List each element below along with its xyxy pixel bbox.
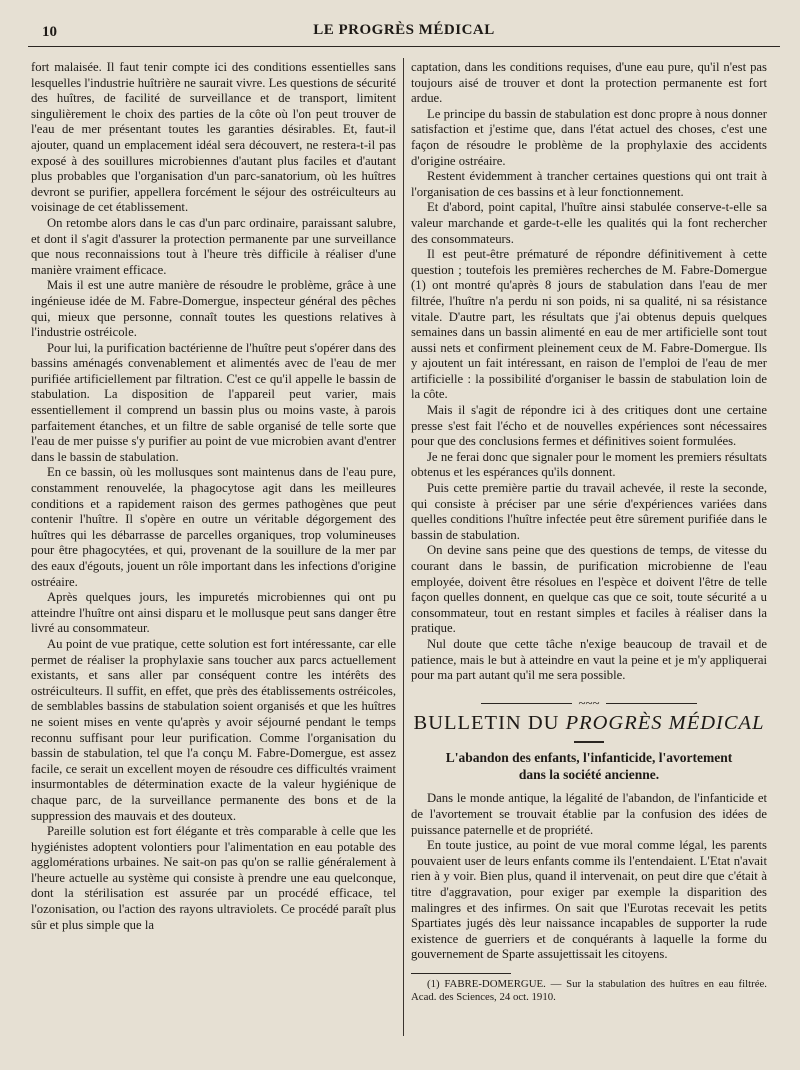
paragraph: Il est peut-être prématuré de répondre définitivement à cette question ; toutefois les premières recherches de M. Fabre-Domergue (1) ont montré qu'après 8 jours de stabulation dans l'eau de mer filtrée, l'huître n'a perdu ni son poids, ni sa qualité, ni sa résistance vitale. D'autre part, les résultats que j'ai obtenus depuis quelques semaines dans un bassin alimenté en eau de mer artificielle sont tout aussi nets et confirment pleinement ceux de M. Fabre-Domergue. Ils y ajoutent un fait intéressant, en raison de l'emploi de l'eau de mer artificielle : la possibilité d'organiser le bassin de stabulation loin de la côte. — [411, 247, 767, 402]
paragraph: Le principe du bassin de stabulation est donc propre à nous donner satisfaction et j'estime que, dans l'état actuel des choses, c'est une façon de résoudre le problème de la prophylaxie des accidents d'origine ostréaire. — [411, 106, 767, 168]
paragraph: Au point de vue pratique, cette solution est fort intéressante, car elle permet de réaliser la prophylaxie sans toucher aux parcs actuellement existants, et sans aller par conséquent contre les intérêts des ostréiculteurs. Il suffit, en effet, que près des établissements ostréicoles, de semblables bassins de stabulation soient organisés et que les huîtres ne soient mises en vente qu'après y avoir séjourné pendant le temps reconnu suffisant pour leur purification. Comme l'organisation du bassin de stabulation, tel que l'a conçu M. Fabre-Domergue, est assez facile, ce serait un excellent moyen de résoudre ces difficultés vraiment insurmontables de détermination exacte de la valeur hygiénique de chaque parc, de la surveillance permanente des bons et de la suppression des mauvais et des douteux. — [31, 636, 396, 823]
paragraph: Mais il est une autre manière de résoudre le problème, grâce à une ingénieuse idée de M. Fabre-Domergue, inspecteur général des pêches qui, mieux que personne, connaît toutes les questions relatives à l'industrie ostréicole. — [31, 278, 396, 340]
paragraph: Nul doute que cette tâche n'exige beaucoup de travail et de patience, mais le but à atteindre en vaut la peine et je m'y appliquerai pour ma part autant qu'il me sera possible. — [411, 636, 767, 683]
paragraph: Pour lui, la purification bactérienne de l'huître peut s'opérer dans des bassins aménagés convenablement et alimentés avec de l'eau de mer purifiée artificiellement par filtration. C'est ce qu'il appelle le bassin de stabulation. La disposition de l'appareil peut varier, mais essentiellement il comprend un bassin plus ou moins vaste, à parois parfaitement étanches, et un filtre de sable organisé de telle sorte que l'eau de mer puisse s'y purifier au point de vue microbien avant d'entrer dans le bassin de stabulation. — [31, 340, 396, 464]
paragraph: fort malaisée. Il faut tenir compte ici des conditions essentielles sans lesquelles l'industrie huîtrière ne saurait vivre. Les questions de sécurité des huîtres, de facilité de surveillance et de transport, limitent singulièrement le choix des parties de la côte où l'on peut trouver de l'eau de mer présentant toutes les garanties désirables. Et, faut-il ajouter, quand un emplacement idéal sera découvert, ne restera-t-il pas exposé à des souillures microbiennes d'autant plus faciles et d'autant plus probables que l'organisation d'un parc-sanatorium, où les huîtres devront se purifier, appellera forcément le séjour des ostréiculteurs au voisinage de cet établissement. — [31, 60, 396, 215]
bulletin-heading — [411, 711, 767, 734]
page-number: 10 — [42, 24, 57, 40]
left-column — [31, 60, 396, 933]
paragraph: On devine sans peine que des questions de temps, de vitesse du courant dans le bassin, de purification microbienne de l'eau employée, doivent être résolues en l'espèce et doivent l'être de telle façon quelles donnent, en quelque cas que ce soit, toute sécurité a u consommateur, tout en restant simples et faciles à réaliser dans la pratique. — [411, 543, 767, 636]
column-divider — [403, 58, 404, 1036]
paragraph: En toute justice, au point de vue moral comme légal, les parents pouvaient user de leurs enfants comme ils l'entendaient. L'Etat n'avait rien à y voir. Bien plus, quand il intervenait, on peut dire que c'était à titre d'aggravation, pour exiger par exemple la disparition des malingres et des infirmes. On sait que l'Eurotas recevait les petits Spartiates jugés dès leur naissance incapables de supporter la rude existence de guerriers et de conquérants à laquelle la forme du gouvernement de Sparte assujettissait les citoyens. — [411, 838, 767, 962]
paragraph: En ce bassin, où les mollusques sont maintenus dans de l'eau pure, constamment renouvelée, la phagocytose agit dans les meilleures conditions et a rapidement raison des germes pathogènes que peut contenir l'huître. Il s'opère en outre un véritable dégorgement des huîtres qui les débarrasse de parcelles organiques, trop volumineuses pour être phagocytées, et qui, provenant de la souillure de la mer par des eaux d'égouts, jouent un rôle important dans les infections d'origine ostréaire. — [31, 465, 396, 589]
ornament-swash-icon: ~~~ — [572, 696, 605, 710]
paragraph: Pareille solution est fort élégante et très comparable à celle que les hygiénistes adoptent volontiers pour l'alimentation en eau potable des agglomérations urbaines. Ne sait-on pas qu'on se rallie généralement à l'heure actuelle au système qui consiste à prendre une eau quelconque, dont la stérilisation est assurée par un procédé efficace, tel l'ozonisation, ou l'action des rayons ultraviolets. Ce procédé paraît plus sûr et plus simple que la — [31, 824, 396, 932]
right-column — [411, 60, 767, 1004]
footnote-rule — [411, 973, 511, 974]
paragraph: Puis cette première partie du travail achevée, il reste la seconde, qui consiste à préciser par une série d'expériences variées dans quelles conditions l'huître infectée peut être sûrement purifiée dans le bassin de stabulation. — [411, 481, 767, 542]
paragraph: Et d'abord, point capital, l'huître ainsi stabulée conserve-t-elle sa valeur marchande et garde-t-elle les qualités qui la font rechercher des consommateurs. — [411, 200, 767, 246]
paragraph: Mais il s'agit de répondre ici à des critiques dont une certaine presse s'est fait l'écho et de nouvelles expériences sont nécessaires pour que des conclusions fermes et définitives soient formulées. — [411, 403, 767, 449]
section-ornament — [411, 696, 767, 710]
paragraph: Je ne ferai donc que signaler pour le moment les premiers résultats obtenus et les espérances qu'ils donnent. — [411, 449, 767, 480]
footnote: (1) FABRE-DOMERGUE. — Sur la stabulation des huîtres en eau filtrée. Acad. des Sciences, 24 oct. 1910. — [411, 977, 767, 1003]
bulletin-prefix: BULLETIN DU — [413, 711, 566, 734]
article-title-line: dans la société ancienne. — [518, 767, 660, 783]
running-title: LE PROGRÈS MÉDICAL — [313, 22, 495, 38]
paragraph: On retombe alors dans le cas d'un parc ordinaire, paraissant salubre, et dont il s'agit d'assurer la protection permanente par une surveillance que nous reconnaissions tout à l'heure très difficile à réaliser d'une manière vraiment efficace. — [31, 215, 396, 277]
paragraph: Restent évidemment à trancher certaines questions qui ont trait à l'organisation de ces bassins et à leur fonctionnement. — [411, 169, 767, 199]
short-rule — [574, 741, 604, 743]
paragraph: captation, dans les conditions requises, d'une eau pure, qu'il n'est pas toujours aisé de trouver et dont la protection permanente est fort ardue. — [411, 60, 767, 106]
page-header — [28, 18, 780, 47]
paragraph: Après quelques jours, les impuretés microbiennes qui ont pu atteindre l'huître ont ainsi disparu et le mollusque peut sans danger être livré au consommateur. — [31, 590, 396, 636]
article-title-line: L'abandon des enfants, l'infanticide, l'avortement — [445, 750, 733, 766]
article-title — [411, 749, 767, 783]
bulletin-journal-name: PROGRÈS MÉDICAL — [565, 711, 765, 734]
paragraph: Dans le monde antique, la légalité de l'abandon, de l'infanticide et de l'avortement se trouvait établie par la confusion des idées de puissance paternelle et de propriété. — [411, 791, 767, 837]
